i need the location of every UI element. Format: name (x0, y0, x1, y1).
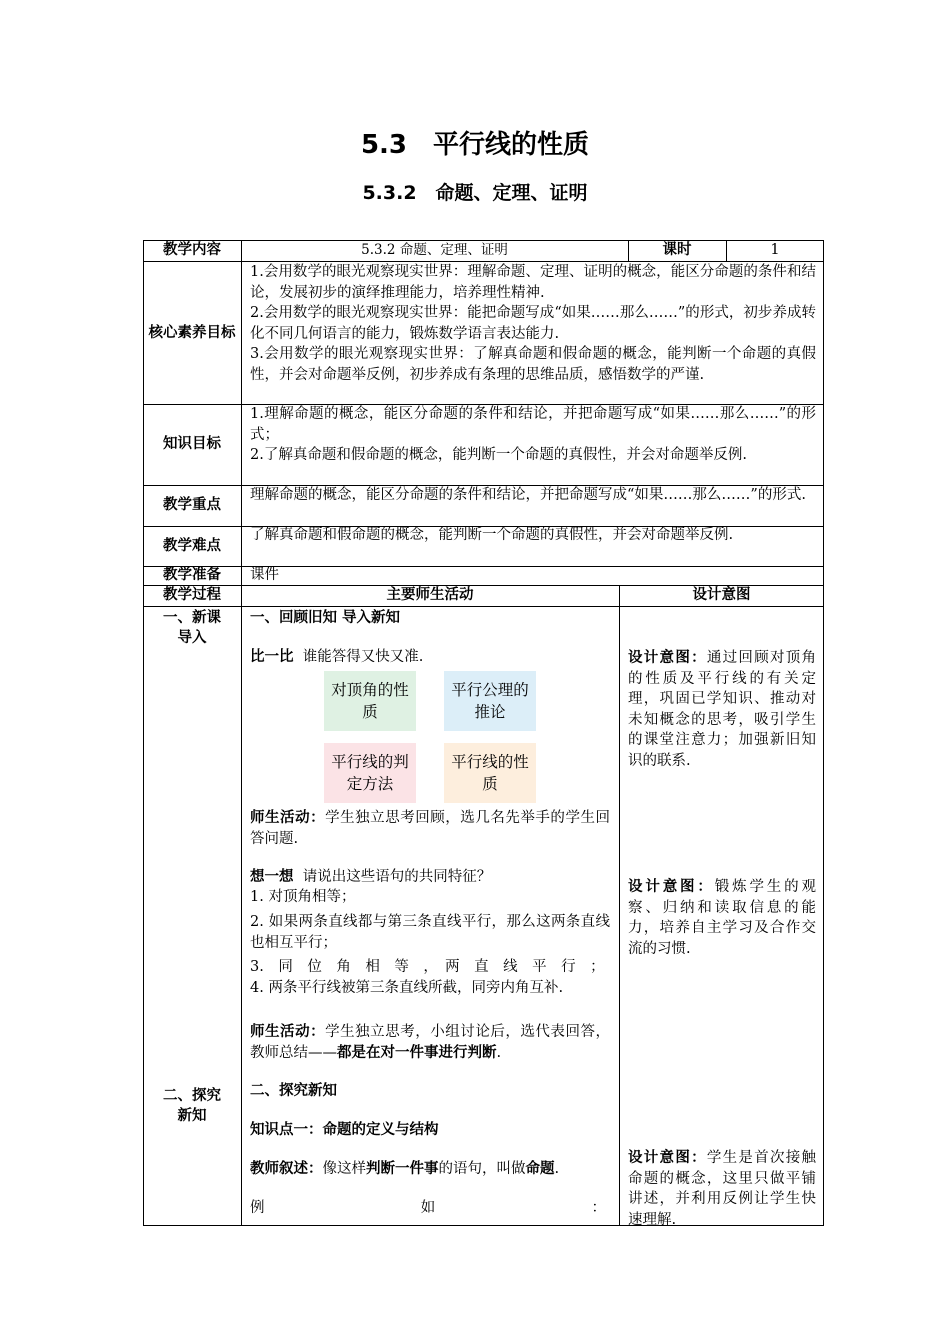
compare-text: 谁能答得又快又准. (302, 649, 424, 665)
design-note-1-label: 设计意图： (628, 650, 707, 666)
page-title: 5.3 平行线的性质 (360, 130, 590, 160)
core-goal-3: 3.会用数学的眼光观察现实世界：了解真命题和假命题的概念，能判断一个命题的真假性，并会对命题举反例，初步养成有条理的思维品质，感悟数学的严谨. (250, 346, 816, 383)
content-value: 5.3.2 命题、定理、证明 (361, 242, 508, 258)
activity-2-bold: 都是在对一件事进行判断 (337, 1044, 497, 1061)
activity-1-text: 学生独立思考回顾，选几名先举手的学生回答问题. (250, 810, 610, 847)
compare-line (250, 647, 610, 668)
teacher-end: . (554, 1161, 560, 1177)
statement-3: 3. 同 位 角 相 等 ， 两 直 线 平 行 ； (250, 959, 605, 975)
activity-2-text: 学生独立思考，小组讨论后，选代表回答，教师总结—— (250, 1024, 610, 1061)
think-text: 请说出这些语句的共同特征？ (302, 869, 492, 885)
statement-2: 2. 如果两条直线都与第三条直线平行，那么这两条直线也相互平行； (250, 914, 610, 951)
page-subtitle: 5.3.2 命题、定理、证明 (362, 182, 588, 204)
think-line (250, 867, 610, 888)
explore-heading: 二、探究新知 (250, 1083, 337, 1099)
design-note-3 (628, 1148, 816, 1230)
design-note-3-text: 学生是首次接触命题的概念，这里只做平铺讲述，并利用反例让学生快速理解. (628, 1150, 817, 1228)
compare-label: 比一比 (250, 649, 294, 665)
example-char-3: ： (591, 1200, 606, 1216)
knowledge-point-1: 知识点一：命题的定义与结构 (250, 1122, 439, 1138)
hours-label: 课时 (662, 242, 692, 259)
card-parallel-criteria: 平行线的判定方法 (324, 743, 416, 803)
process-label: 教学过程 (163, 587, 221, 604)
stage-intro: 一、新课导入 (163, 610, 221, 646)
card-parallel-properties: 平行线的性质 (444, 743, 536, 803)
prep-label: 教学准备 (163, 567, 221, 584)
design-header: 设计意图 (692, 587, 751, 604)
knowledge-goals (250, 404, 816, 466)
core-label: 核心素养目标 (148, 324, 236, 341)
design-note-1 (628, 648, 816, 771)
core-goal-2: 2.会用数学的眼光观察现实世界：能把命题写成“如果……那么……”的形式，初步养成转化不同几何语言的能力，锻炼数学语言表达能力. (250, 305, 816, 342)
think-label: 想一想 (250, 869, 294, 885)
design-note-2-text: 锻炼学生的观察、归纳和读取信息的能力，培养自主学习及合作交流的习惯. (628, 879, 816, 957)
activity-2-end: . (496, 1044, 502, 1061)
card-parallel-axiom: 平行公理的推论 (444, 671, 536, 731)
activity-header: 主要师生活动 (386, 587, 474, 604)
design-note-2 (628, 877, 816, 959)
teacher-text-2: 的语句，叫做 (438, 1161, 526, 1177)
difficulty-label: 教学难点 (163, 537, 221, 554)
example-char-1: 例 (250, 1200, 265, 1216)
content-label: 教学内容 (163, 242, 221, 259)
difficulty-text: 了解真命题和假命题的概念，能判断一个命题的真假性，并会对命题举反例. (250, 527, 734, 543)
teacher-bold-1: 判断一件事 (366, 1161, 439, 1177)
design-note-1-text: 通过回顾对顶角的性质及平行线的有关定理，巩固已学知识、推动对未知概念的思考，吸引学生的课堂注意力；加强新旧知识的联系. (628, 650, 817, 769)
prep-text: 课件 (250, 567, 279, 583)
activity-1-label: 师生活动： (250, 810, 326, 826)
knowledge-goal-2: 2.了解真命题和假命题的概念，能判断一个命题的真假性，并会对命题举反例. (250, 447, 747, 463)
activity-1 (250, 808, 610, 849)
core-goals (250, 262, 816, 385)
activity-2-label: 师生活动： (250, 1024, 326, 1040)
card-vertical-angles: 对顶角的性质 (324, 671, 416, 731)
stage-explore: 二、探究新知 (163, 1088, 221, 1124)
core-goal-1: 1.会用数学的眼光观察现实世界：理解命题、定理、证明的概念，能区分命题的条件和结论，发展初步的演绎推理能力，培养理性精神. (250, 264, 816, 301)
design-note-2-label: 设计意图： (628, 879, 715, 895)
example-char-2: 如 (420, 1200, 436, 1216)
example-line (250, 1198, 606, 1219)
activity-2 (250, 1022, 610, 1063)
review-heading: 一、回顾旧知 导入新知 (250, 610, 401, 626)
teacher-text-1: 像这样 (322, 1161, 366, 1177)
design-note-3-label: 设计意图： (628, 1150, 707, 1166)
key-label: 教学重点 (163, 497, 221, 514)
teacher-bold-2: 命题 (525, 1161, 555, 1177)
teacher-label: 教师叙述： (250, 1161, 323, 1177)
teacher-narration (250, 1159, 610, 1180)
knowledge-goal-1: 1.理解命题的概念，能区分命题的条件和结论，并把命题写成“如果……那么……”的形式； (250, 406, 816, 443)
knowledge-label: 知识目标 (163, 436, 221, 453)
hours-value: 1 (770, 242, 780, 258)
key-text: 理解命题的概念，能区分命题的条件和结论，并把命题写成“如果……那么……”的形式. (250, 487, 806, 503)
statement-4: 4. 两条平行线被第三条直线所截，同旁内角互补. (250, 980, 564, 996)
statement-1: 1. 对顶角相等； (250, 889, 356, 905)
